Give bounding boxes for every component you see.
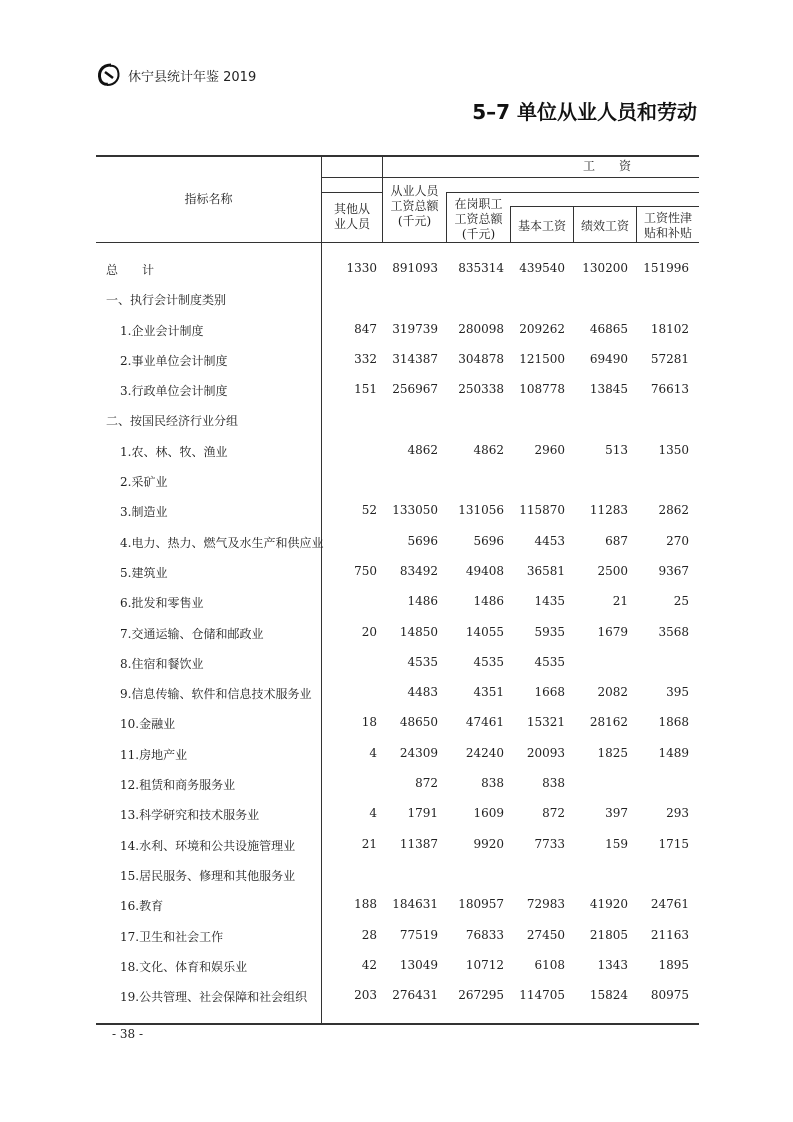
row-label: 18.文化、体育和娱乐业 — [120, 959, 248, 974]
cell-value: 20 — [361, 624, 377, 639]
cell-value: 28162 — [589, 715, 628, 730]
cell-value: 1486 — [473, 594, 504, 609]
row-label: 10.金融业 — [120, 717, 176, 732]
cell-value: 4535 — [473, 654, 504, 669]
cell-value: 10712 — [465, 957, 504, 972]
cell-value: 687 — [605, 533, 628, 548]
cell-value: 1486 — [407, 594, 438, 609]
cell-value: 14850 — [399, 624, 438, 639]
cell-value: 108778 — [519, 382, 565, 397]
table-row — [96, 588, 699, 618]
cell-value: 3568 — [658, 624, 689, 639]
header-basic-wage: 基本工资 — [517, 219, 566, 233]
cell-value: 4 — [369, 806, 377, 821]
cell-value: 159 — [605, 836, 628, 851]
row-label: 15.居民服务、修理和其他服务业 — [120, 868, 296, 883]
cell-value: 6108 — [534, 957, 565, 972]
row-label: 二、按国民经济行业分组 — [106, 414, 239, 429]
cell-value: 42 — [361, 957, 377, 972]
cell-value: 2082 — [597, 685, 628, 700]
cell-value: 5696 — [473, 533, 504, 548]
row-label: 5.建筑业 — [120, 565, 168, 580]
cell-value: 847 — [354, 321, 377, 336]
cell-value: 36581 — [526, 563, 565, 578]
table-row — [96, 467, 699, 497]
cell-value: 1679 — [597, 624, 628, 639]
row-label: 2.采矿业 — [120, 475, 168, 490]
row-label: 6.批发和零售业 — [120, 596, 204, 611]
row-label: 9.信息传输、软件和信息技术服务业 — [120, 687, 312, 702]
cell-value: 276431 — [392, 988, 438, 1003]
cell-value: 872 — [542, 806, 565, 821]
cell-value: 4862 — [407, 442, 438, 457]
row-label: 11.房地产业 — [120, 747, 188, 762]
cell-value: 41920 — [589, 897, 628, 912]
row-label: 17.卫生和社会工作 — [120, 929, 224, 944]
row-label: 一、执行会计制度类别 — [106, 293, 227, 308]
cell-value: 4 — [369, 745, 377, 760]
cell-value: 2960 — [534, 442, 565, 457]
table-row — [96, 558, 699, 588]
cell-value: 48650 — [399, 715, 438, 730]
cell-value: 46865 — [589, 321, 628, 336]
cell-value: 27450 — [526, 927, 565, 942]
cell-value: 14055 — [465, 624, 504, 639]
header-rule-other — [322, 192, 382, 193]
cell-value: 133050 — [392, 503, 438, 518]
cell-value: 114705 — [519, 988, 565, 1003]
table-row — [96, 709, 699, 739]
cell-value: 203 — [354, 988, 377, 1003]
cell-value: 319739 — [392, 321, 438, 336]
row-label: 19.公共管理、社会保障和社会组织 — [120, 990, 308, 1005]
table-row — [96, 316, 699, 346]
row-label: 13.科学研究和技术服务业 — [120, 808, 260, 823]
table-row — [96, 346, 699, 376]
cell-value: 270 — [666, 533, 689, 548]
cell-value: 1343 — [597, 957, 628, 972]
table-row — [96, 376, 699, 406]
table-body — [96, 255, 699, 1012]
cell-value: 280098 — [458, 321, 504, 336]
cell-value: 69490 — [589, 351, 628, 366]
table-top-rule — [96, 155, 699, 157]
row-label: 1.企业会计制度 — [120, 323, 204, 338]
cell-value: 9367 — [658, 563, 689, 578]
cell-value: 18102 — [650, 321, 689, 336]
table-row — [96, 649, 699, 679]
cell-value: 18 — [361, 715, 377, 730]
cell-value: 15321 — [526, 715, 565, 730]
cell-value: 20093 — [526, 745, 565, 760]
row-label: 8.住宿和餐饮业 — [120, 656, 204, 671]
cell-value: 77519 — [399, 927, 438, 942]
row-label: 总 计 — [106, 263, 155, 277]
cell-value: 750 — [354, 563, 377, 578]
cell-value: 131056 — [458, 503, 504, 518]
cell-value: 1791 — [407, 806, 438, 821]
cell-value: 439540 — [519, 261, 565, 275]
cell-value: 838 — [481, 776, 504, 791]
cell-value: 13845 — [589, 382, 628, 397]
cell-value: 2500 — [597, 563, 628, 578]
cell-value: 151996 — [643, 261, 689, 275]
cell-value: 24761 — [650, 897, 689, 912]
cell-value: 11387 — [399, 836, 438, 851]
header-rule-components — [510, 206, 699, 207]
cell-value: 28 — [361, 927, 377, 942]
row-label: 3.行政单位会计制度 — [120, 384, 228, 399]
cell-value: 83492 — [399, 563, 438, 578]
cell-value: 395 — [666, 685, 689, 700]
cell-value: 267295 — [458, 988, 504, 1003]
table-row — [96, 437, 699, 467]
cell-value: 24240 — [465, 745, 504, 760]
cell-value: 21163 — [650, 927, 689, 942]
wages-table: 指标名称 其他从 业人员 工 资 从业人员 工资总额 (千元) 在岗职工 工资总额 (千元) 基本工资 绩效工资 工资性津 贴和补贴 总 计 1330 891093 835314 439540 130200 151996 一、执行会计制度类别 1.企业会计制度 847 319739 280098 209262 46865 18102 2.事业单位会计制度 332 314387 304878 121500 69490 57281 3.行政单位会计制度 151 256967 250338 108778 13845 76613 二、按国民经济行业分组 1.农、林、牧、渔业 4862 4862 2960 513 1350 2.采矿业 3.制造业 52 133050 131056 115870 11283 2862 4.电力、热力、燃气及水生产和供应业 5696 5696 4453 687 270 5.建筑业 750 83492 49408 36581 2500 9367 6.批发和零售业 1486 1486 1435 21 25 7.交通运输、仓储和邮政业 20 14850 14055 5935 1679 3568 8.住宿和餐饮业 4535 4535 4535 9.信息传输、软件和信息技术服务业 4483 4351 1668 2082 395 10.金融业 18 48650 47461 15321 28162 1868 11.房地产业 4 24309 24240 20093 1825 1489 12.租赁和商务服务业 872 838 838 13.科学研究和技术服务业 4 1791 1609 872 397 293 14.水利、环境和公共设施管理业 21 11387 9920 7733 159 1715 15.居民服务、修理和其他服务业 16.教育 188 184631 180957 72983 41920 24761 17.卫生和社会工作 28 77519 76833 27450 21805 21163 18.文化、体育和娱乐业 42 13049 10712 6108 1343 1895 19.公共管理、社会保障和社会组织 203 276431 267295 114705 15824 80975 — [96, 155, 699, 1024]
yearbook-logo-icon — [96, 62, 122, 88]
cell-value: 1330 — [346, 261, 377, 275]
table-row — [96, 952, 699, 982]
cell-value: 24309 — [399, 745, 438, 760]
header-other-staff: 其他从 业人员 — [333, 202, 370, 231]
cell-value: 1668 — [534, 685, 565, 700]
cell-value: 21 — [361, 836, 377, 851]
row-label: 7.交通运输、仓储和邮政业 — [120, 626, 264, 641]
header-total-wages: 从业人员 工资总额 (千元) — [390, 184, 439, 228]
table-row — [96, 800, 699, 830]
table-row — [96, 255, 699, 285]
table-row — [96, 285, 699, 315]
cell-value: 1489 — [658, 745, 689, 760]
cell-value: 52 — [361, 503, 377, 518]
row-label: 16.教育 — [120, 899, 164, 914]
cell-value: 2862 — [658, 503, 689, 518]
table-row — [96, 831, 699, 861]
table-row — [96, 982, 699, 1012]
cell-value: 76613 — [650, 382, 689, 397]
cell-value: 13049 — [399, 957, 438, 972]
cell-value: 872 — [415, 776, 438, 791]
table-row — [96, 619, 699, 649]
cell-value: 397 — [605, 806, 628, 821]
cell-value: 80975 — [650, 988, 689, 1003]
cell-value: 57281 — [650, 351, 689, 366]
cell-value: 835314 — [458, 261, 504, 275]
cell-value: 256967 — [392, 382, 438, 397]
table-row — [96, 406, 699, 436]
cell-value: 4483 — [407, 685, 438, 700]
cell-value: 76833 — [465, 927, 504, 942]
row-label: 4.电力、热力、燃气及水生产和供应业 — [120, 535, 324, 550]
cell-value: 184631 — [392, 897, 438, 912]
row-label: 1.农、林、牧、渔业 — [120, 444, 228, 459]
cell-value: 25 — [673, 594, 689, 609]
cell-value: 9920 — [473, 836, 504, 851]
cell-value: 304878 — [458, 351, 504, 366]
cell-value: 250338 — [458, 382, 504, 397]
cell-value: 5696 — [407, 533, 438, 548]
header-onpost-wages: 在岗职工 工资总额 (千元) — [454, 197, 503, 241]
cell-value: 4453 — [534, 533, 565, 548]
table-bottom-rule — [96, 1023, 699, 1025]
cell-value: 1350 — [658, 442, 689, 457]
table-row — [96, 528, 699, 558]
cell-value: 49408 — [465, 563, 504, 578]
cell-value: 332 — [354, 351, 377, 366]
cell-value: 1868 — [658, 715, 689, 730]
page-title: 5–7 单位从业人员和劳动 — [472, 100, 697, 124]
cell-value: 4535 — [534, 654, 565, 669]
header-indicator: 指标名称 — [184, 192, 233, 206]
row-label: 2.事业单位会计制度 — [120, 353, 228, 368]
cell-value: 314387 — [392, 351, 438, 366]
cell-value: 21 — [612, 594, 628, 609]
cell-value: 115870 — [519, 503, 565, 518]
cell-value: 121500 — [519, 351, 565, 366]
table-row — [96, 679, 699, 709]
cell-value: 4351 — [473, 685, 504, 700]
header-rule-onpost — [446, 192, 699, 193]
header-performance-wage: 绩效工资 — [580, 219, 629, 233]
cell-value: 151 — [354, 382, 377, 397]
cell-value: 1609 — [473, 806, 504, 821]
cell-value: 72983 — [526, 897, 565, 912]
header-bottom-rule — [96, 242, 699, 243]
cell-value: 1825 — [597, 745, 628, 760]
cell-value: 1895 — [658, 957, 689, 972]
cell-value: 891093 — [392, 261, 438, 275]
table-row — [96, 740, 699, 770]
row-label: 3.制造业 — [120, 505, 168, 520]
cell-value: 180957 — [458, 897, 504, 912]
cell-value: 130200 — [582, 261, 628, 275]
header-allowance: 工资性津 贴和补贴 — [643, 211, 692, 240]
row-label: 14.水利、环境和公共设施管理业 — [120, 838, 296, 853]
cell-value: 4862 — [473, 442, 504, 457]
table-row — [96, 861, 699, 891]
cell-value: 293 — [666, 806, 689, 821]
table-row — [96, 770, 699, 800]
page-number: - 38 - — [112, 1027, 144, 1041]
cell-value: 513 — [605, 442, 628, 457]
header-rule-wages — [322, 177, 699, 178]
cell-value: 1435 — [534, 594, 565, 609]
row-label: 12.租赁和商务服务业 — [120, 778, 236, 793]
cell-value: 4535 — [407, 654, 438, 669]
cell-value: 1715 — [658, 836, 689, 851]
cell-value: 15824 — [589, 988, 628, 1003]
cell-value: 11283 — [589, 503, 628, 518]
cell-value: 47461 — [465, 715, 504, 730]
cell-value: 7733 — [534, 836, 565, 851]
table-row — [96, 497, 699, 527]
page-header — [96, 62, 256, 88]
cell-value: 21805 — [589, 927, 628, 942]
cell-value: 838 — [542, 776, 565, 791]
yearbook-title: 休宁县统计年鉴 2019 — [128, 69, 257, 85]
cell-value: 188 — [354, 897, 377, 912]
table-row — [96, 922, 699, 952]
table-row — [96, 891, 699, 921]
cell-value: 5935 — [534, 624, 565, 639]
cell-value: 209262 — [519, 321, 565, 336]
